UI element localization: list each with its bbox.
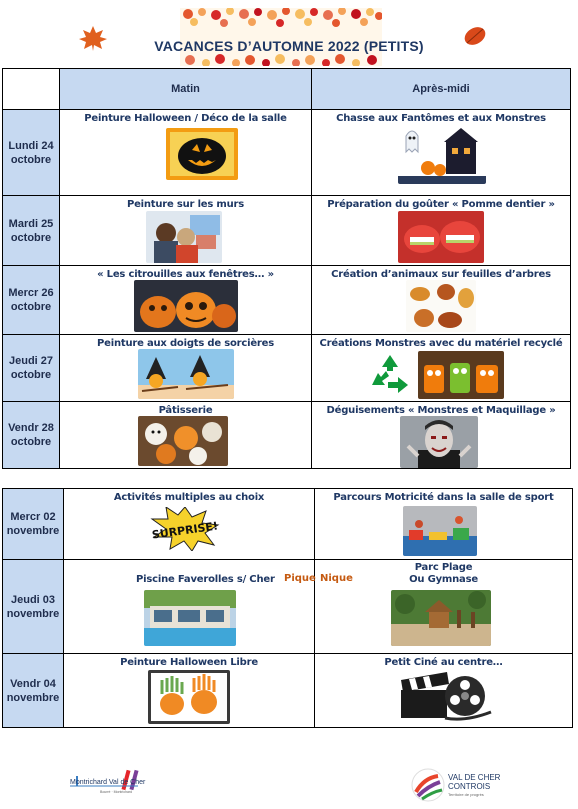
- montrichard-logo-subtext: Bourré · Montrichard: [100, 790, 133, 794]
- activity-label: Pâtisserie: [158, 405, 213, 416]
- activity-label: Activités multiples au choix: [113, 492, 265, 503]
- activity-cell: [312, 196, 571, 266]
- activity-cell: [60, 110, 312, 196]
- witch-handprint-image: [138, 349, 234, 399]
- activity-label: Création d’animaux sur feuilles d’arbres: [331, 269, 551, 280]
- val-de-cher-controis-logo: [410, 766, 506, 804]
- activity-label: Chasse aux Fantômes et aux Monstres: [336, 113, 546, 124]
- activity-label: Créations Monstres avec du matériel recyclé: [319, 338, 563, 349]
- activity-cell: [312, 335, 571, 402]
- autumn-leaves-banner: [180, 8, 382, 66]
- recycle-icon: [368, 353, 412, 395]
- surprise-text: SURPRISE!: [151, 519, 219, 542]
- day-label: Mercr 26 octobre: [3, 266, 60, 335]
- activity-cell: [315, 654, 573, 728]
- page-title: VACANCES D’AUTOMNE 2022 (PETITS): [154, 38, 424, 54]
- schedule-table-november: [2, 488, 573, 728]
- leaf-animals-image: [406, 280, 476, 332]
- pumpkin-handprint-image: [148, 670, 230, 724]
- halloween-cookies-image: [138, 416, 228, 466]
- pique-label: Pique: [284, 573, 316, 584]
- activity-label: Ou Gymnase: [409, 574, 478, 585]
- montrichard-logo: [62, 768, 146, 802]
- activity-label: Parc Plage: [414, 562, 473, 573]
- recycled-monsters-image: [418, 351, 504, 399]
- carved-pumpkins-image: [134, 280, 238, 332]
- activity-cell: [312, 402, 571, 469]
- schedule-table-october: [2, 68, 571, 469]
- swimming-pool-image: [144, 590, 236, 646]
- activity-cell: [64, 654, 315, 728]
- activity-cell: [312, 110, 571, 196]
- activity-cell: [312, 266, 571, 335]
- activity-cell: [60, 335, 312, 402]
- activity-label: Peinture Halloween / Déco de la salle: [84, 113, 287, 124]
- activity-label: Petit Ciné au centre…: [384, 657, 503, 668]
- children-painting-wall-image: [146, 211, 222, 263]
- controis-logo-text1: VAL DE CHER: [448, 773, 501, 782]
- activity-cell: [64, 489, 315, 560]
- activity-cell: [64, 560, 315, 654]
- activity-label: Parcours Motricité dans la salle de sport: [333, 492, 554, 503]
- day-label: Lundi 24 octobre: [3, 110, 60, 196]
- day-label: Jeudi 03 novembre: [3, 560, 64, 654]
- activity-label: Peinture sur les murs: [126, 199, 245, 210]
- apple-teeth-image: [398, 211, 484, 263]
- activity-cell: [60, 402, 312, 469]
- day-label: Mercr 02 novembre: [3, 489, 64, 560]
- day-label: Vendr 04 novembre: [3, 654, 64, 728]
- pumpkin-painting-image: [166, 128, 238, 180]
- activity-cell: [315, 560, 573, 654]
- day-label: Vendr 28 octobre: [3, 402, 60, 469]
- header-empty-cell: [3, 69, 60, 110]
- activity-cell: [60, 196, 312, 266]
- activity-label: Déguisements « Monstres et Maquillage »: [326, 405, 556, 416]
- nique-label: Nique: [320, 573, 353, 584]
- activity-cell: [315, 489, 573, 560]
- activity-label: Piscine Faverolles s/ Cher: [136, 574, 275, 585]
- activity-label: Peinture aux doigts de sorcières: [97, 338, 274, 349]
- surprise-image: [150, 507, 220, 551]
- park-playground-image: [391, 590, 491, 646]
- activity-label: Peinture Halloween Libre: [120, 657, 258, 668]
- montrichard-logo-text: Montrichard Val de Cher: [70, 779, 146, 786]
- header-matin: Matin: [60, 69, 312, 110]
- gym-course-image: [403, 506, 477, 556]
- activity-cell: [60, 266, 312, 335]
- day-label: Jeudi 27 octobre: [3, 335, 60, 402]
- controis-logo-text3: Territoire de progrès: [448, 792, 484, 797]
- controis-logo-text2: CONTROIS: [448, 782, 491, 791]
- header-apres-midi: Après-midi: [312, 69, 571, 110]
- haunted-house-image: [398, 126, 486, 184]
- monster-makeup-image: [400, 416, 478, 468]
- activity-label: Préparation du goûter « Pomme dentier »: [327, 199, 555, 210]
- day-label: Mardi 25 octobre: [3, 196, 60, 266]
- activity-label: « Les citrouilles aux fenêtres… »: [97, 269, 274, 280]
- film-reel-clapperboard-image: [395, 668, 493, 724]
